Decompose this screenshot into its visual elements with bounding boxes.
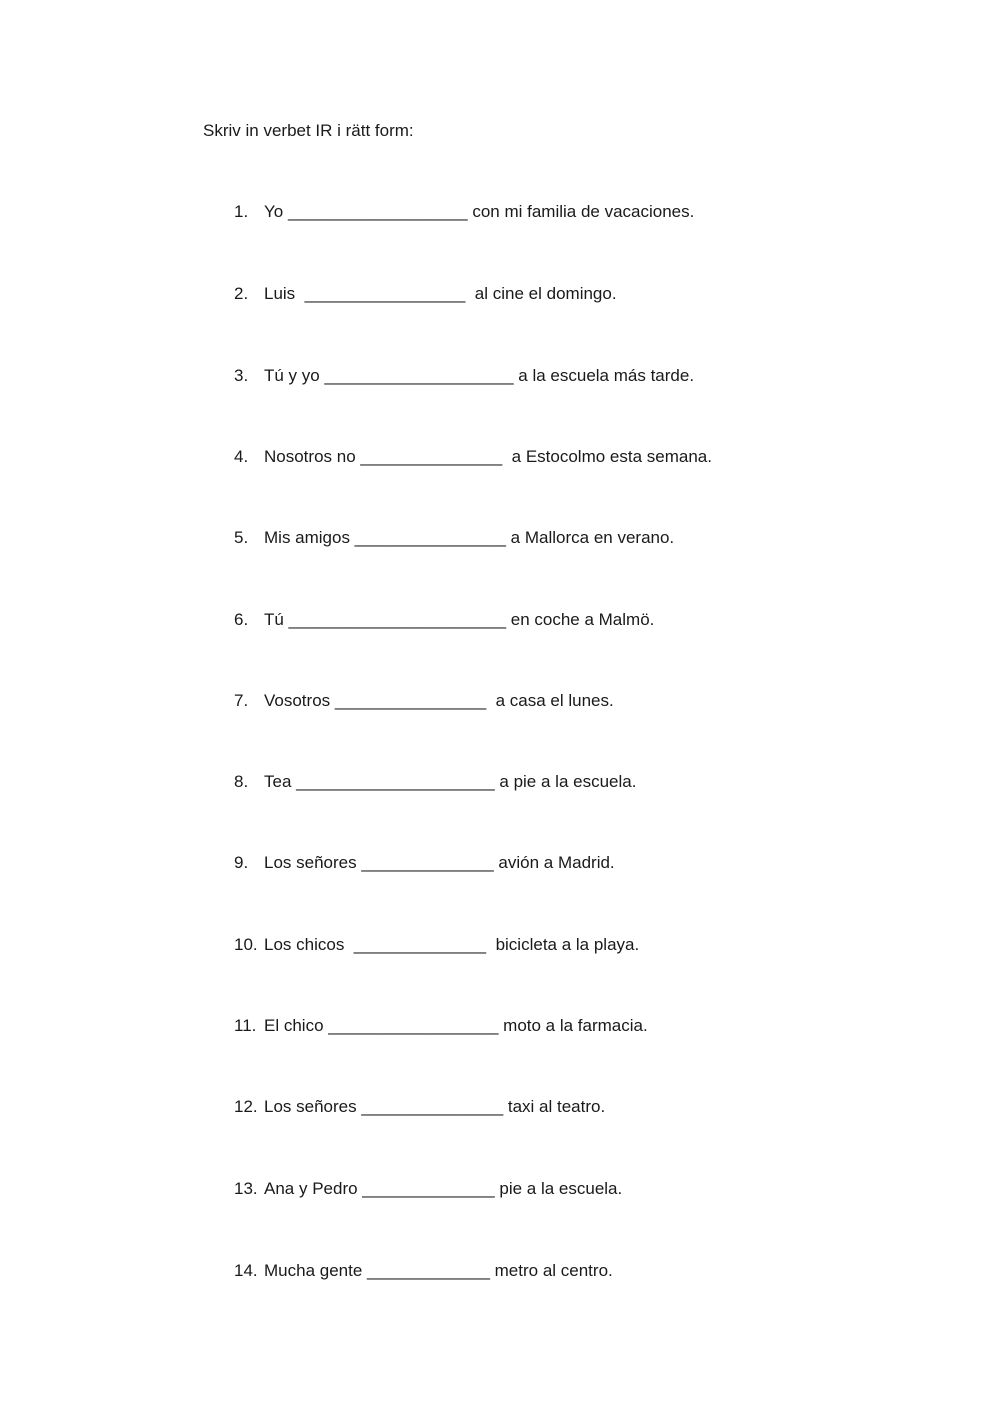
instruction-text: Skriv in verbet IR i rätt form: [203,121,414,140]
item-sentence: Nosotros no _______________ a Estocolmo esta semana. [264,447,712,466]
exercise-item [234,934,639,956]
exercise-item [234,1096,605,1118]
item-number: 12. [234,1097,258,1116]
item-sentence: Mucha gente _____________ metro al centro. [264,1261,613,1280]
item-sentence: Yo ___________________ con mi familia de vacaciones. [264,202,695,221]
item-sentence: Los señores ______________ avión a Madrid. [264,853,615,872]
item-number: 9. [234,853,249,872]
item-number: 8. [234,772,249,791]
item-number: 11. [234,1016,257,1035]
item-sentence: Tú y yo ____________________ a la escuela más tarde. [264,366,695,385]
exercise-item [234,1015,648,1037]
exercise-item [234,852,615,874]
item-number: 5. [234,528,249,547]
exercise-item [234,1260,613,1282]
exercise-item [234,771,636,793]
exercise-item [234,365,694,387]
item-number: 10. [234,935,258,954]
item-number: 6. [234,610,249,629]
item-sentence: Ana y Pedro ______________ pie a la escuela. [264,1179,623,1198]
item-number: 14. [234,1261,258,1280]
exercise-item [234,690,614,712]
item-number: 4. [234,447,249,466]
item-sentence: Luis _________________ al cine el domingo. [264,284,617,303]
exercise-item [234,609,654,631]
item-sentence: Los señores _______________ taxi al teatro. [264,1097,606,1116]
item-number: 13. [234,1179,258,1198]
item-sentence: Los chicos ______________ bicicleta a la playa. [264,935,640,954]
item-number: 2. [234,284,249,303]
item-sentence: Vosotros ________________ a casa el lunes. [264,691,614,710]
item-number: 7. [234,691,249,710]
exercise-item [234,283,617,305]
exercise-item [234,527,674,549]
item-sentence: Mis amigos ________________ a Mallorca en verano. [264,528,675,547]
item-sentence: El chico __________________ moto a la farmacia. [264,1016,648,1035]
item-number: 3. [234,366,249,385]
item-sentence: Tú _______________________ en coche a Malmö. [264,610,655,629]
exercise-item [234,201,694,223]
item-sentence: Tea _____________________ a pie a la escuela. [264,772,637,791]
item-number: 1. [234,202,249,221]
exercise-item [234,446,712,468]
exercise-item [234,1178,622,1200]
